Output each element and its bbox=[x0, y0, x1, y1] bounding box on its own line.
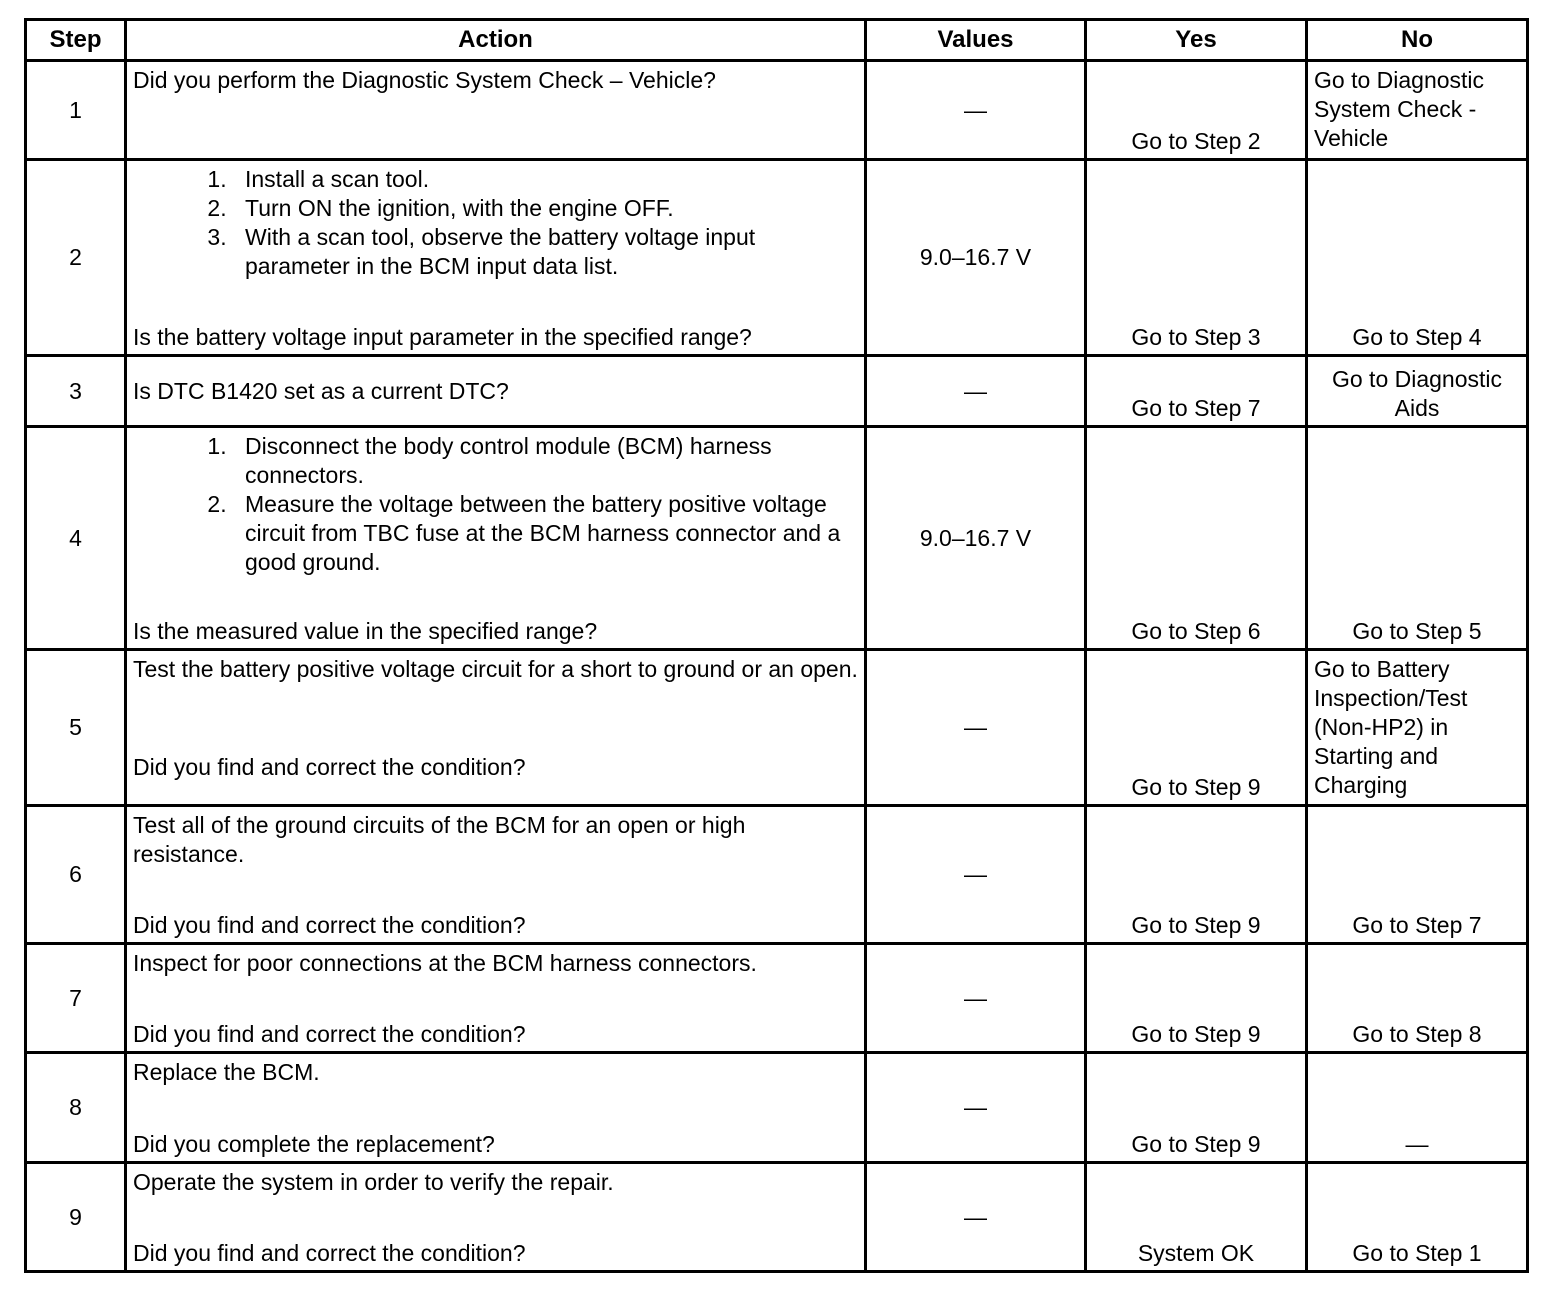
action-cell bbox=[126, 1163, 866, 1272]
action-text: Test the battery positive voltage circuit for a short to ground or an open. bbox=[133, 656, 858, 682]
value-cell: 9.0–16.7 V bbox=[866, 160, 1086, 356]
table-row bbox=[26, 1163, 1528, 1272]
header-no: No bbox=[1307, 20, 1528, 61]
action-text: Operate the system in order to verify the repair. bbox=[133, 1169, 614, 1195]
action-cell bbox=[126, 427, 866, 650]
yes-text: Go to Step 7 bbox=[1131, 395, 1261, 421]
step-number: 3 bbox=[26, 356, 126, 427]
yes-cell bbox=[1086, 944, 1307, 1053]
action-cell bbox=[126, 61, 866, 160]
yes-text: Go to Step 3 bbox=[1131, 324, 1261, 350]
no-cell bbox=[1307, 160, 1528, 356]
step-number: 2 bbox=[26, 160, 126, 356]
header-step: Step bbox=[26, 20, 126, 61]
action-question: Did you find and correct the condition? bbox=[133, 754, 526, 780]
value-cell: — bbox=[866, 1163, 1086, 1272]
no-text: Go to Step 8 bbox=[1352, 1021, 1482, 1047]
step-number: 6 bbox=[26, 806, 126, 944]
no-cell bbox=[1307, 944, 1528, 1053]
yes-text: Go to Step 9 bbox=[1131, 912, 1261, 938]
step-number: 5 bbox=[26, 650, 126, 806]
no-text: — bbox=[1405, 1131, 1429, 1157]
table-row bbox=[26, 944, 1528, 1053]
action-cell bbox=[126, 944, 866, 1053]
action-step: 3. With a scan tool, observe the battery voltage input parameter in the BCM input data list. bbox=[233, 223, 858, 281]
no-text: Go to Battery Inspection/Test (Non-HP2) in Starting and Charging bbox=[1314, 656, 1468, 798]
yes-cell bbox=[1086, 427, 1307, 650]
yes-cell bbox=[1086, 160, 1307, 356]
no-cell bbox=[1307, 1053, 1528, 1163]
action-text: Test all of the ground circuits of the BCM for an open or high resistance. bbox=[133, 812, 746, 867]
yes-text: Go to Step 9 bbox=[1131, 1021, 1261, 1047]
table-row bbox=[26, 61, 1528, 160]
action-question: Did you complete the replacement? bbox=[133, 1131, 495, 1157]
yes-cell bbox=[1086, 61, 1307, 160]
no-cell bbox=[1307, 806, 1528, 944]
value-cell: — bbox=[866, 61, 1086, 160]
header-action: Action bbox=[126, 20, 866, 61]
value-cell: 9.0–16.7 V bbox=[866, 427, 1086, 650]
no-cell bbox=[1307, 356, 1528, 427]
action-step: 1. Install a scan tool. bbox=[233, 165, 858, 194]
action-cell bbox=[126, 160, 866, 356]
no-text: Go to Diagnostic Aids bbox=[1331, 366, 1503, 421]
yes-text: System OK bbox=[1137, 1240, 1255, 1266]
yes-cell bbox=[1086, 1163, 1307, 1272]
no-text: Go to Step 5 bbox=[1352, 618, 1482, 644]
yes-cell bbox=[1086, 356, 1307, 427]
no-cell bbox=[1307, 1163, 1528, 1272]
action-cell bbox=[126, 650, 866, 806]
action-step: 2. Turn ON the ignition, with the engine OFF. bbox=[233, 194, 858, 223]
step-number: 7 bbox=[26, 944, 126, 1053]
yes-cell bbox=[1086, 1053, 1307, 1163]
yes-text: Go to Step 6 bbox=[1131, 618, 1261, 644]
yes-cell bbox=[1086, 806, 1307, 944]
no-text: Go to Step 4 bbox=[1352, 324, 1482, 350]
value-cell: — bbox=[866, 806, 1086, 944]
no-cell bbox=[1307, 650, 1528, 806]
value-cell: — bbox=[866, 1053, 1086, 1163]
table-row bbox=[26, 806, 1528, 944]
no-text: Go to Step 7 bbox=[1352, 912, 1482, 938]
table-row bbox=[26, 427, 1528, 650]
table-row bbox=[26, 356, 1528, 427]
diagnostic-table bbox=[24, 18, 1529, 1273]
step-number: 9 bbox=[26, 1163, 126, 1272]
action-text: Replace the BCM. bbox=[133, 1059, 320, 1085]
no-cell bbox=[1307, 427, 1528, 650]
value-cell: — bbox=[866, 944, 1086, 1053]
action-question: Did you find and correct the condition? bbox=[133, 912, 526, 938]
action-cell bbox=[126, 1053, 866, 1163]
no-text: Go to Step 1 bbox=[1352, 1240, 1482, 1266]
yes-text: Go to Step 9 bbox=[1131, 774, 1261, 800]
yes-text: Go to Step 9 bbox=[1131, 1131, 1261, 1157]
action-question: Is the measured value in the specified range? bbox=[133, 618, 598, 644]
step-number: 8 bbox=[26, 1053, 126, 1163]
action-question: Did you find and correct the condition? bbox=[133, 1021, 526, 1047]
yes-cell bbox=[1086, 650, 1307, 806]
step-number: 1 bbox=[26, 61, 126, 160]
table-row bbox=[26, 1053, 1528, 1163]
yes-text: Go to Step 2 bbox=[1131, 128, 1261, 154]
action-steps bbox=[133, 432, 858, 577]
table-row bbox=[26, 650, 1528, 806]
action-text: Inspect for poor connections at the BCM harness connectors. bbox=[133, 950, 757, 976]
value-cell: — bbox=[866, 650, 1086, 806]
action-text: Did you perform the Diagnostic System Check – Vehicle? bbox=[133, 67, 716, 93]
value-cell: — bbox=[866, 356, 1086, 427]
action-step: 1. Disconnect the body control module (BCM) harness connectors. bbox=[233, 432, 858, 490]
no-cell bbox=[1307, 61, 1528, 160]
action-cell bbox=[126, 356, 866, 427]
action-steps bbox=[133, 165, 858, 281]
header-yes: Yes bbox=[1086, 20, 1307, 61]
header-values: Values bbox=[866, 20, 1086, 61]
no-text: Go to Diagnostic System Check - Vehicle bbox=[1314, 67, 1485, 151]
header-row bbox=[26, 20, 1528, 61]
action-text: Is DTC B1420 set as a current DTC? bbox=[133, 377, 509, 404]
step-number: 4 bbox=[26, 427, 126, 650]
action-question: Did you find and correct the condition? bbox=[133, 1240, 526, 1266]
action-step: 2. Measure the voltage between the battery positive voltage circuit from TBC fuse at the BCM harness connector and a good ground. bbox=[233, 490, 858, 577]
action-cell bbox=[126, 806, 866, 944]
table-row bbox=[26, 160, 1528, 356]
action-question: Is the battery voltage input parameter in the specified range? bbox=[133, 324, 752, 350]
